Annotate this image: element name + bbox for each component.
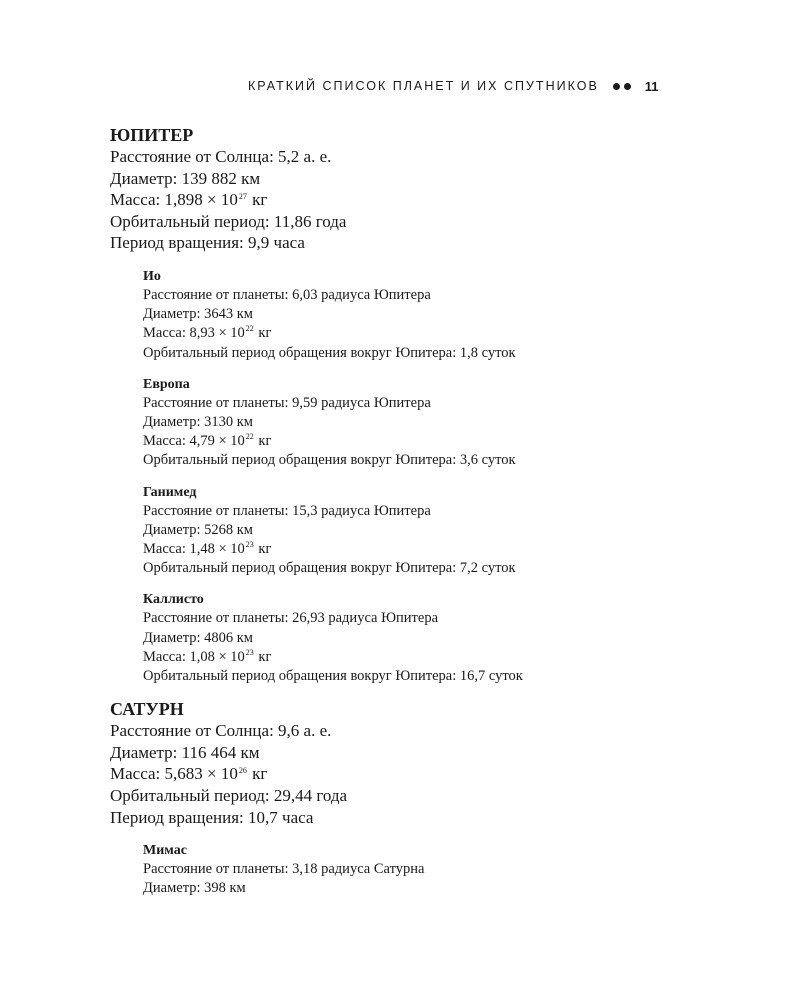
planet-distance: Расстояние от Солнца: 9,6 а. е. [110,721,332,741]
moon-name: Ганимед [143,484,197,500]
moon-mass [143,324,690,343]
moon-distance: Расстояние от планеты: 15,3 радиуса Юпитера [143,502,431,519]
mass-value: Масса: 1,898 × 10 [110,190,238,210]
mass-exponent: 22 [245,432,254,442]
planet-name: ЮПИТЕР [110,125,194,145]
planet-saturn [110,698,690,898]
planet-orbital-period: Орбитальный период: 29,44 года [110,786,348,805]
moon-distance: Расстояние от планеты: 6,03 радиуса Юпитера [143,286,431,303]
moon-diameter: Диаметр: 3130 км [143,413,253,430]
moon-io [143,267,690,363]
mass-value: Масса: 5,683 × 10 [110,764,238,784]
moon-europa [143,375,690,471]
mass-value: Масса: 1,48 × 10 [143,541,245,557]
moon-name: Ио [143,268,161,284]
planet-mass [110,763,690,785]
mass-exponent: 26 [238,766,247,776]
mass-unit: кг [254,541,272,557]
mass-unit: кг [247,764,268,784]
moon-diameter: Диаметр: 4806 км [143,629,253,646]
mass-unit: кг [254,433,272,450]
moon-diameter: Диаметр: 398 км [143,880,246,897]
mass-value: Масса: 4,79 × 10 [143,433,245,450]
moon-mimas [143,841,690,898]
planet-diameter: Диаметр: 116 464 км [110,742,260,762]
moon-diameter: Диаметр: 5268 км [143,521,253,538]
moon-orbital-period: Орбитальный период обращения вокруг Юпитера: 7,2 суток [143,560,516,577]
ornament-dots [613,83,631,90]
mass-exponent: 22 [245,324,254,334]
planet-list [110,124,690,911]
planet-jupiter [110,124,690,686]
moon-callisto [143,590,690,686]
moon-list [110,841,690,898]
moon-name: Европа [143,376,190,392]
planet-diameter: Диаметр: 139 882 км [110,168,261,188]
moon-distance: Расстояние от планеты: 9,59 радиуса Юпитера [143,394,431,411]
planet-rotation-period: Период вращения: 10,7 часа [110,807,314,827]
mass-exponent: 23 [245,647,254,657]
moon-orbital-period: Орбитальный период обращения вокруг Юпитера: 3,6 суток [143,452,516,469]
mass-unit: кг [254,648,272,665]
moon-name: Мимас [143,843,187,859]
moon-mass [143,432,690,451]
moon-distance: Расстояние от планеты: 3,18 радиуса Сатурна [143,861,425,878]
planet-mass [110,189,690,211]
mass-exponent: 23 [245,540,254,549]
moon-ganymede [143,483,690,579]
moon-orbital-period: Орбитальный период обращения вокруг Юпитера: 16,7 суток [143,668,523,685]
planet-orbital-period: Орбитальный период: 11,86 года [110,211,347,231]
planet-name: САТУРН [110,699,184,720]
planet-rotation-period: Период вращения: 9,9 часа [110,233,305,253]
mass-value: Масса: 1,08 × 10 [143,648,245,665]
mass-value: Масса: 8,93 × 10 [143,325,245,342]
mass-unit: кг [254,325,272,342]
page-number: 11 [644,78,659,94]
moon-diameter: Диаметр: 3643 км [143,306,253,323]
moon-list [110,267,690,686]
planet-distance: Расстояние от Солнца: 5,2 а. е. [110,147,332,166]
moon-mass [143,540,690,559]
moon-mass [143,648,690,667]
running-header [248,76,664,96]
mass-exponent: 27 [238,192,247,202]
mass-unit: кг [247,190,268,210]
running-title: КРАТКИЙ СПИСОК ПЛАНЕТ И ИХ СПУТНИКОВ [248,79,599,93]
moon-name: Каллисто [143,592,204,608]
moon-distance: Расстояние от планеты: 26,93 радиуса Юпитера [143,610,438,627]
dot-icon [613,83,620,90]
moon-orbital-period: Орбитальный период обращения вокруг Юпитера: 1,8 суток [143,344,516,361]
dot-icon [624,83,631,90]
